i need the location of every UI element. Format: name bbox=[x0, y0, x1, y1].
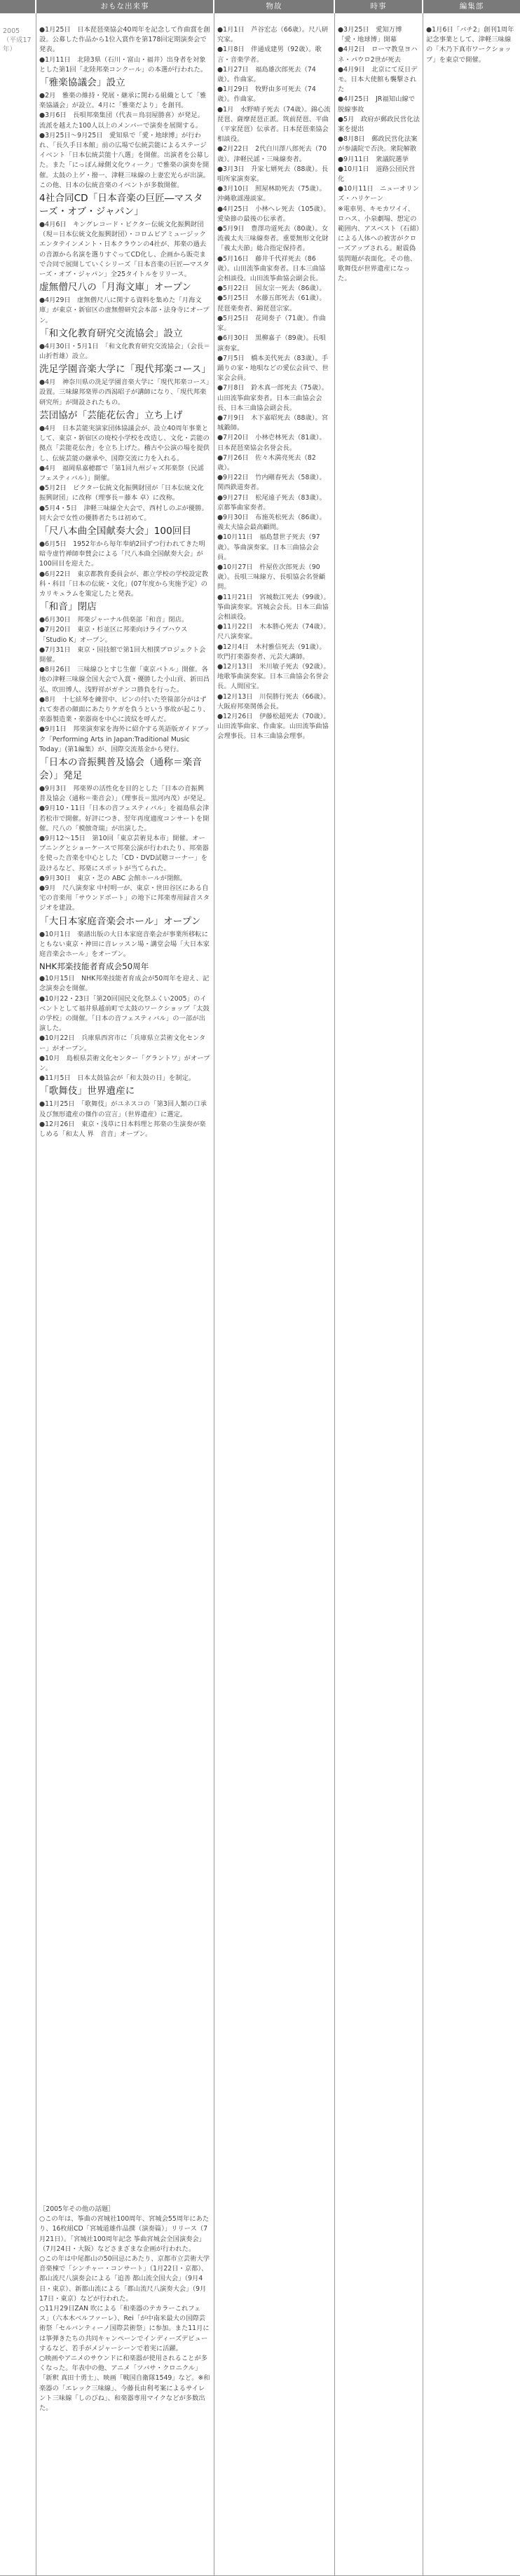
editorial-column bbox=[426, 25, 517, 65]
obituary-entry: ●9月27日 松尾遠子死去（83歳）。京都筝曲家奏者。 bbox=[217, 493, 326, 512]
news-entry: ●10月1日 道路公団民営化 bbox=[338, 165, 416, 184]
event-entry: ●9月3日 邦楽界の活性化を目的とした「日本の音振興普及協会（通称＝楽音会）」（理事長＝黒河内茂）が発足。 bbox=[39, 784, 210, 803]
section-heading: 「尺八本曲全国献奏大会」100回目 bbox=[39, 525, 192, 537]
event-entry: ●5月4・5日 津軽三味線全大会で、西村しのぶが優勝。同大会で女性の優勝者たちは初めて。 bbox=[39, 504, 208, 522]
obituary-entry: ●7月20日 小林壱林死去（81歳）。日本琵琶楽協会名誉会長。 bbox=[217, 434, 326, 452]
section-heading: 「和音」閉店 bbox=[39, 601, 97, 613]
obituary-entry: ●7月8日 鈴木真一郎死去（75歳）。山田流筝曲家奏者。日本三曲協会会長、日本三曲協会副会長。 bbox=[217, 384, 329, 412]
section-heading: 「日本の音振興普及協会（通称＝楽音会）」発足 bbox=[39, 756, 202, 781]
event-entry: ●6月30日 邦楽ジャーナル倶楽部「和音」閉店。 bbox=[39, 616, 189, 624]
obituary-entry: ●11月22日 木本勝心死去（74歳）。尺八演奏家。 bbox=[217, 623, 330, 641]
event-entry: ●1月11日 北陸3県（石川・富山・福井）出身者を対象とした第1回「北陸邦楽コンクール」の本選が行われた。 bbox=[39, 55, 207, 74]
news-entry: ●3月25日 愛知万博「愛・地球博」開幕 bbox=[338, 26, 402, 44]
obituary-entry: ●4月25日 小林ヘレ死去（105歳）。愛染節の最後の伝承者。 bbox=[217, 205, 330, 223]
obituary-entry: ●11月21日 宮城数江死去（99歳）。筝曲演奏家。宮城会会長。日本三曲協会相談役。 bbox=[217, 593, 330, 621]
news-entry: ●5月 政府が郵政民営化法案を提出 bbox=[338, 115, 420, 134]
obituary-entry: ●3月10日 照屋林助死去（75歳）。沖縄歌謡漫談家。 bbox=[217, 185, 326, 203]
obituary-entry: ●1月 水野晴子死去（74歳）。錦心流琵琶、薩摩琵琶正派。筑前琵琶、平曲（平家琵琶）伝承者。日本琵琶楽協会相談役。 bbox=[217, 105, 331, 144]
section-heading: 「雅楽協議会」設立 bbox=[39, 77, 125, 89]
main-events-column bbox=[39, 25, 210, 1139]
event-entry: ●9月 尺八演奏家 中村明一が、東京・世田谷区にある自宅の音楽用「サウンドポート」の地下に邦楽専用録音スタジオを建設。 bbox=[39, 884, 210, 912]
event-entry: ●3月25日～9月25日 愛知県で「愛・地球博」が行われ、「長久手日本館」前の広場で伝統芸能によるステージイベント「日本伝統芸能十八選」を開催。出演者を公募した。また「にっぽん縁側文化ウィーク」で雅楽の演奏を開催。太鼓の上ゲ・撥一、津軽三味線の上妻宏光らが出演。この他、日本の伝統音楽のイベントが多数開催。 bbox=[39, 131, 210, 189]
event-entry: ●10月15日 NHK邦楽技能者育成会が50周年を迎え、記念演奏会を開催。 bbox=[39, 975, 210, 993]
column-divider bbox=[334, 13, 335, 2576]
obituary-entry: ●5月16日 藤井千代祥死去（86歳）。山田流筝曲家奏者。日本三曲協会相談役。山田流筝曲協会副会長。 bbox=[217, 254, 326, 283]
obituary-entry: ●7月5日 橋本美代死去（83歳）。手踊りの家・地唄などの愛伝会員で、世家会会員。 bbox=[217, 354, 329, 383]
event-entry: ●11月25日 「歌舞伎」がユネスコの「第3回人類の口承及び無形遺産の傑作の宣言」（世界遺産）に選定。 bbox=[39, 1100, 207, 1118]
event-entry: ●9月30日 東京・芝の ABC 会館ホールが閉館。 bbox=[39, 874, 186, 882]
event-entry: ●11月5日 日本太鼓協会が「和太鼓の日」を制定。 bbox=[39, 1074, 196, 1083]
obituary-entry: ●12月13日 米川敏子死去（92歳）。地歌筝曲演奏家。日本三曲協会名誉会長。人間国宝。 bbox=[217, 663, 330, 691]
event-entry: ●9月1日 邦楽演奏家を海外に紹介する英語版ガイドブック「Performing Arts in Japan:Traditional Music Today」(第1編集）が、国際交流基金から発行。 bbox=[39, 725, 210, 753]
news-entry: ※電車男、キモカワイイ、ロハス、小泉劇場、想定の範囲内、アスベスト（石綿）による人体への被害がクローズアップされる。耐震偽装問題が表面化。その他、歌舞伎が世界遺産になった。 bbox=[338, 205, 420, 283]
event-entry: ●9月12～15日 第10回「東京芸術見本市」開催。オープニングとショーケースで邦楽公演が行われたり、邦楽器を使った音楽を中心とした「CD・DVD試聴コーナー」を設けるなど、邦楽にスポットが当てられた。 bbox=[39, 835, 209, 872]
event-entry: ●12月26日 東京・浅草に日本料理と邦楽の生演奏が楽しめる「和太人 界 音音」オープン。 bbox=[39, 1120, 206, 1139]
section-heading: 虚無僧尺八の「月海文庫」オープン bbox=[39, 282, 192, 294]
event-entry: ●10月22・23日「第20回国民文化祭ふくい2005」のイベントとして福井県越前町で太鼓のワークショップ「太鼓の学校」の開催。「日本の音フェスティバル」の一部が出演した。 bbox=[39, 994, 210, 1033]
header-year-column bbox=[0, 0, 35, 13]
editorial-entry: ●1月6日「バチ2」創刊1周年記念事業として、津軽三味線の「木乃下真市ワークショップ」を東京で開催。 bbox=[426, 26, 514, 64]
event-entry: ●4月 神奈川県の洗足学園音楽大学に「現代邦楽コース」設置。三味線邦楽界の西潟昭子が講師になり、「現代邦楽研究所」が開設されたもの。 bbox=[39, 378, 210, 406]
event-entry: ●8月26日 三味線ひとすじ生催「東京バトル」開催。各地の津軽三味線全国大会で入賞・優勝した小山貢、新田昌弘、吹田博人、浅野祥がガチンコ勝負を行った。 bbox=[39, 666, 210, 694]
obituary-entry: ●2月22日 2代白川澤八郎死去（70歳）。津軽民謡・三味線奏者。 bbox=[217, 145, 327, 163]
section-heading: 芸団協が「芸能花伝舎」立ち上げ bbox=[39, 409, 183, 421]
event-entry: ●10月22日 兵庫県西宮市に「兵庫県立芸術文化センター」がオープン。 bbox=[39, 1034, 206, 1053]
obituary-entry: ●5月25日 花岡奏子（71歳）。作曲家。 bbox=[217, 314, 326, 333]
header-obituaries: 物故 bbox=[214, 0, 334, 13]
event-entry: ●2月 雅楽の維持・発展・継承に関わる組織として「雅楽協議会」が設立。4月に「雅楽だより」を創刊。 bbox=[39, 92, 207, 110]
section-heading: 「大日本家庭音楽会ホール」オープン bbox=[39, 915, 201, 927]
obituary-entry: ●1月1日 芦谷宏志（66歳）。尺八研究家。 bbox=[217, 26, 329, 44]
obituary-entry: ●7月9日 木下嘉昭死去（88歳）。宮城鍛師。 bbox=[217, 413, 329, 432]
era-name: （平成17年） bbox=[3, 36, 32, 53]
section-heading: 洗足学園音楽大学に「現代邦楽コース」 bbox=[39, 364, 211, 376]
event-entry: ●8月 十七絃琴を練習中、ピンの付いた箜篌部分がはずれて奏者の顔面にあたりケガを負うという事故が起こり、楽器製造業・楽器商を中心に波紋を呼んだ。 bbox=[39, 695, 210, 724]
note-entry: ［2005年その他の話題］ bbox=[39, 2205, 115, 2213]
obituary-entry: ●10月27日 杵屋佐次郎死去（90歳）。長唄三味線方、長唄協会名誉顧問。 bbox=[217, 563, 326, 591]
obituary-entry: ●6月30日 黒柳嘉子（89歳）。長唄演奏家。 bbox=[217, 334, 326, 352]
obituary-entry: ●12月26日 伊藤松超死去（70歳）。山田流筝曲家、作曲家。山田流筝曲協会理事長。日本三曲協会理事。 bbox=[217, 713, 330, 741]
event-entry: ●7月20日 東京・杉並区に邦楽向けライブハウス「Studio K」オープン。 bbox=[39, 626, 188, 644]
obituary-entry: ●9月22日 竹内剛春死去（58歳）。関西鉄道奏者。 bbox=[217, 474, 326, 492]
obituary-entry: ●9月30日 布施英松死去（86歳）。義太夫協会最高顧問。 bbox=[217, 513, 326, 532]
event-entry: ●6月5日 1952年から毎年奉納2回ずつ行われてきた明暗寺虚竹禅師奉賛会による「尺八本曲全国献奏大会」が100回目を迎えた。 bbox=[39, 540, 205, 568]
note-entry: ○映画やアニメのサウンドに和楽器が使用されることが多くなった。年表中の他、アニメ「ツバサ・クロニクル」「新釈 真田十勇士」、映画「戦国自衛隊1549」など。※和楽器の「エレック三味線」、今藤長由利考案によるサイレント三味線「しのびね」、和楽器専用マイクなどが多数出た。 bbox=[39, 2355, 210, 2413]
obituaries-column bbox=[217, 25, 331, 742]
news-entry: ●4月2日 ローマ教皇ヨハネ・パウロ2世が死去 bbox=[338, 46, 418, 64]
obituary-entry: ●1月29日 牧野由多可死去（74歳）。作曲家。 bbox=[217, 85, 316, 104]
header-editorial: 編集部 bbox=[423, 0, 520, 13]
event-entry: ●6月22日 東京都教育委員会が、都立学校の学校設定教科・科目「日本の伝統・文化」(07年度から実施予定）のカリキュラムを策定したと発表。 bbox=[39, 570, 209, 598]
note-entry: ○11月29日ZAN 吹による「和楽器のテカラーこれフェス」（六本木ベルファーレ）、Rei「が中南米最大の国際芸術祭「セルバンティーノ国際芸術祭」に参加。また11月には箏弾きたちの共同キャンペーンでインディーズデビューするなど、若手がメジャーシーンで着実に活躍。 bbox=[39, 2305, 210, 2352]
event-entry: ●10月 島根県芸術文化センター「グラントワ」がオープン。 bbox=[39, 1054, 210, 1073]
news-entry: ●4月25日 JR福知山線で脱線事故 bbox=[338, 95, 416, 114]
note-entry: ○この年は、筝曲の宮城社100周年、宮城会55周年にあたり、16枚組CD「宮城道雄作品撰（演奏篇）」リリース（7月21日）。「宮城社100周年記念 筝曲宮城会全国演奏会」（7月24日・大阪）などさまざまな企画が行われた。 bbox=[39, 2215, 210, 2253]
obituary-entry: ●3月3日 升家七婿死去（88歳）。長唄所家演奏家。 bbox=[217, 165, 329, 184]
obituary-entry: ●10月11日 福島慧世子死去（97歳）。筝曲演奏家。日本三曲協会会員。 bbox=[217, 533, 320, 561]
section-heading: NHK邦楽技能者育成会50周年 bbox=[39, 961, 149, 972]
header-current-events: 時事 bbox=[335, 0, 422, 13]
event-entry: ●4月30日・5月1日 「和文化教育研究交流協会」（会長＝山折哲雄）設立。 bbox=[39, 342, 210, 361]
obituary-entry: ●7月26日 佐々木満亮死去（82歳）。 bbox=[217, 453, 316, 472]
header-main-events: おもな出来事 bbox=[36, 0, 213, 13]
section-heading: 4社合同CD「日本音楽の巨匠―マスターズ・オブ・ジャパン」 bbox=[39, 193, 203, 218]
year-label bbox=[3, 27, 34, 54]
obituary-entry: ●1月8日 伴通成建男（92歳）。歌言・音楽学者。 bbox=[217, 46, 322, 64]
obituary-entry: ●5月9日 豊澤功道死去（80歳）。女流義太夫三味線奏者。重要無形文化財「義太夫節」総合指定保持者。 bbox=[217, 225, 329, 253]
news-entry: ●10月11日 ニューオリンズ・ハリケーン bbox=[338, 185, 419, 203]
section-heading: 「和文化教育研究交流協会」設立 bbox=[39, 327, 183, 339]
obituary-entry: ●5月25日 水藤五郎死去（61歳）。琵琶楽奏者、錦琵琶宗家。 bbox=[217, 294, 326, 313]
news-entry: ●4月9日 北京にて反日デモ。日本大使館も襲撃された bbox=[338, 65, 418, 94]
news-entry: ●8月8日 郵政民営化法案が参議院で否決。衆院解散 bbox=[338, 135, 418, 153]
obituary-entry: ●12月13日 川俣勝行死去（66歳）。大阪府邦楽関係会長。 bbox=[217, 692, 330, 711]
other-topics-notes bbox=[39, 2205, 210, 2413]
obituary-entry: ●1月27日 福島雄次郎死去（74歳）。作曲家。 bbox=[217, 65, 316, 84]
event-entry: ●3月6日 長唄邦楽集団（代表＝鳥羽屋勝喜）が発足。流派を越えた100人以上のメンバーで演奏を展開する。 bbox=[39, 111, 205, 130]
event-entry: ●1月25日 日本琵琶楽協会40周年を記念して作曲賞を創設。公募した作品から1位入賞作を第178回定期演奏会で発表。 bbox=[39, 26, 210, 54]
event-entry: ●10月1日 楽譜出版の大日本家庭音楽会が事業所移転にともない東京・神田に音レッスン場・講堂会場「大日本家庭音楽会ホール」をオープン。 bbox=[39, 930, 210, 959]
event-entry: ●5月2日 ビクター伝統文化振興財団が「日本伝統文化振興財団」に改称（理事長＝藤本 卓）に改称。 bbox=[39, 484, 204, 502]
news-entry: ●9月11日 衆議院選挙 bbox=[338, 155, 409, 163]
section-heading: 「歌舞伎」世界遺産に bbox=[39, 1085, 135, 1097]
obituary-entry: ●12月4日 木村雅信死去（91歳）。吹門打楽器奏者、元芸大講師。 bbox=[217, 643, 326, 661]
note-entry: ○この年は中尾都山の50回忌にあたり、京都市立芸術大学音楽棟で「シンチャー・コンサート」（1月22日・京都）、都山流尺八演奏会による「追善 都山流全国大会」（9月4日・東京）、新都山流による「都山流尺八演奏大会」（9月17日・東京）などが行われた。 bbox=[39, 2255, 210, 2303]
event-entry: ●4月6日 キングレコード・ビクター伝統文化振興財団（現＝日本伝統文化振興財団）・コロムビアミュージックエンタテインメント・日本クラウンの4社が、邦楽の過去の音源から名演を選りすぐってCD化し、企画から販売まで合同で展開していくシリーズ「日本音楽の巨匠―マスターズ・オブ・ジャパン」全25タイトルをリリース。 bbox=[39, 221, 210, 279]
obituary-entry: ●5月22日 国友宗一死去（86歳）。 bbox=[217, 285, 326, 293]
event-entry: ●9月10・11日「日本の音フェスティバル」を福島県会津若松市で開催。好評につき、翌年再度適度コンサートを開催。尺八の「模倣奇瑞」が出演した。 bbox=[39, 804, 210, 833]
event-entry: ●4月29日 虚無僧尺八に関する資料を集めた「月海文庫」が東京・新宿区の虚無僧研究会本部・法身寺にオープン。 bbox=[39, 296, 210, 324]
event-entry: ●4月 日本芸能実演家団体協議会が、設立40周年事業として、東京・新宿区の廃校小学校を改造し、文化・芸能の拠点「芸能花伝舎」を立ち上げた。稽古や公演の場を提供し、伝統芸能の継承や、国際交流に力を入れる。 bbox=[39, 424, 210, 463]
event-entry: ●7月31日 東京・国技館で第1回大相撲プロジェクト会開催。 bbox=[39, 645, 206, 664]
year-number: 2005 bbox=[3, 27, 20, 35]
event-entry: ●4月 福岡県嘉穂郡で「第1回九州ジャズ邦楽祭（民謡フェスティバル）」開催。 bbox=[39, 464, 204, 482]
current-events-column bbox=[338, 25, 420, 284]
